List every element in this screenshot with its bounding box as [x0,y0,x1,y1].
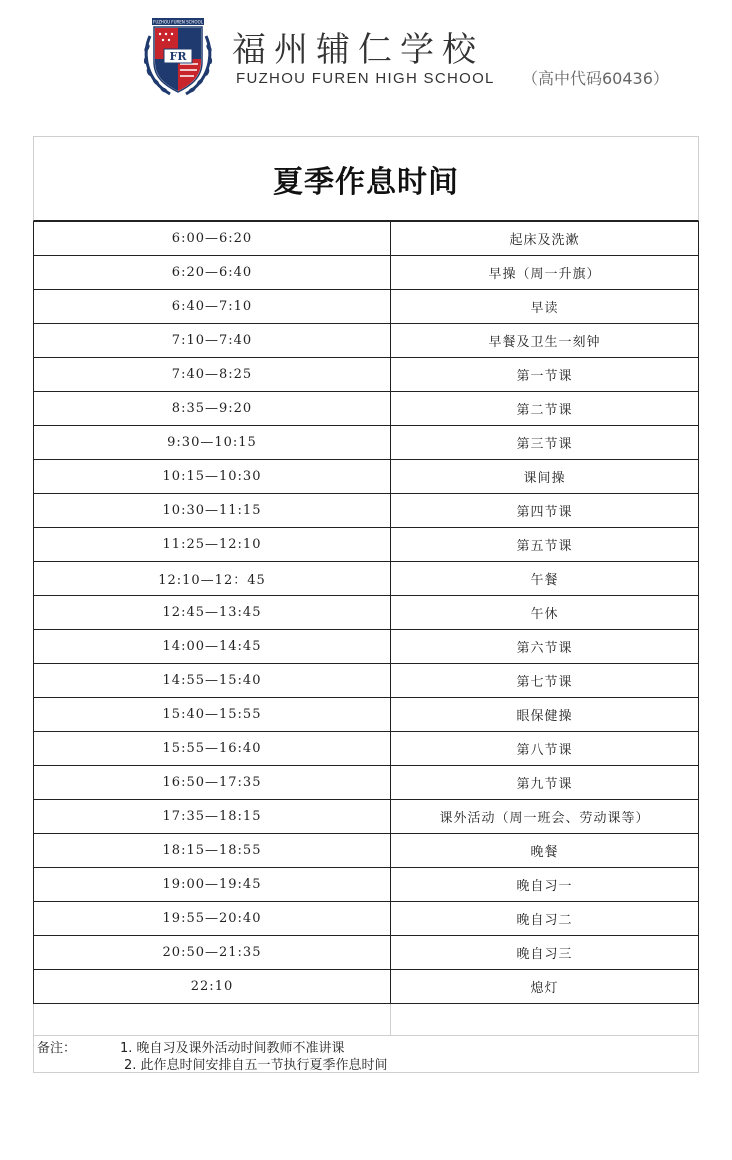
activity-cell: 课间操 [391,460,699,494]
activity-cell: 晚餐 [391,834,699,868]
activity-cell: 第九节课 [391,766,699,800]
time-cell: 18:15—18:55 [34,834,391,868]
activity-cell: 晚自习一 [391,868,699,902]
table-row [34,324,699,358]
table-row [34,256,699,290]
table-row [34,766,699,800]
time-cell: 6:40—7:10 [34,290,391,324]
activity-cell: 眼保健操 [391,698,699,732]
activity-cell: 第三节课 [391,426,699,460]
table-row [34,936,699,970]
table-row [34,528,699,562]
table-row [34,358,699,392]
time-cell: 10:30—11:15 [34,494,391,528]
time-cell: 6:20—6:40 [34,256,391,290]
time-cell: 16:50—17:35 [34,766,391,800]
table-row [34,596,699,630]
activity-cell: 第一节课 [391,358,699,392]
blank-cell [34,1004,391,1036]
note-item-2: 2. 此作息时间安排自五一节执行夏季作息时间 [124,1058,388,1073]
schedule-title: 夏季作息时间 [33,136,699,221]
time-cell: 15:55—16:40 [34,732,391,766]
schedule-table [33,221,699,1036]
school-crest-logo [140,14,216,100]
time-cell: 8:35—9:20 [34,392,391,426]
activity-cell: 晚自习三 [391,936,699,970]
time-cell: 20:50—21:35 [34,936,391,970]
time-cell: 11:25—12:10 [34,528,391,562]
table-row [34,800,699,834]
activity-cell: 第六节课 [391,630,699,664]
table-row [34,630,699,664]
time-cell: 19:55—20:40 [34,902,391,936]
table-row [34,698,699,732]
school-header [0,0,732,110]
time-cell: 19:00—19:45 [34,868,391,902]
time-cell: 14:00—14:45 [34,630,391,664]
activity-cell: 午休 [391,596,699,630]
blank-row [34,1004,699,1036]
table-row [34,834,699,868]
time-cell: 17:35—18:15 [34,800,391,834]
time-cell: 7:40—8:25 [34,358,391,392]
table-row [34,460,699,494]
time-cell: 9:30—10:15 [34,426,391,460]
activity-cell: 第四节课 [391,494,699,528]
school-code: （高中代码60436） [522,69,669,88]
table-row [34,664,699,698]
table-row [34,970,699,1004]
time-cell: 7:10—7:40 [34,324,391,358]
activity-cell: 第八节课 [391,732,699,766]
activity-cell: 课外活动（周一班会、劳动课等） [391,800,699,834]
activity-cell: 午餐 [391,562,699,596]
table-row [34,222,699,256]
table-row [34,902,699,936]
time-cell: 15:40—15:55 [34,698,391,732]
schedule-table-body [34,222,699,1036]
activity-cell: 第七节课 [391,664,699,698]
schedule-sheet [33,136,699,1073]
crest-banner-text: FUZHOU FUREN SCHOOL [153,19,203,25]
table-row [34,732,699,766]
activity-cell: 起床及洗漱 [391,222,699,256]
note-item-1: 1. 晚自习及课外活动时间教师不准讲课 [120,1041,345,1056]
table-row [34,426,699,460]
school-name-chinese: 福州辅仁学校 [232,30,484,70]
table-row [34,868,699,902]
activity-cell: 晚自习二 [391,902,699,936]
table-row [34,494,699,528]
activity-cell: 第五节课 [391,528,699,562]
activity-cell: 第二节课 [391,392,699,426]
time-cell: 22:10 [34,970,391,1004]
activity-cell: 熄灯 [391,970,699,1004]
time-cell: 6:00—6:20 [34,222,391,256]
activity-cell: 早操（周一升旗） [391,256,699,290]
time-cell: 12:45—13:45 [34,596,391,630]
table-row [34,392,699,426]
notes-section [33,1036,699,1073]
table-row [34,562,699,596]
activity-cell: 早餐及卫生一刻钟 [391,324,699,358]
school-name-english: FUZHOU FUREN HIGH SCHOOL [236,70,495,87]
table-row [34,290,699,324]
activity-cell: 早读 [391,290,699,324]
time-cell: 10:15—10:30 [34,460,391,494]
notes-label: 备注： [37,1041,77,1056]
crest-badge-text: FR [169,50,187,63]
time-cell: 14:55—15:40 [34,664,391,698]
blank-cell [391,1004,699,1036]
time-cell: 12:10—12：45 [34,562,391,596]
